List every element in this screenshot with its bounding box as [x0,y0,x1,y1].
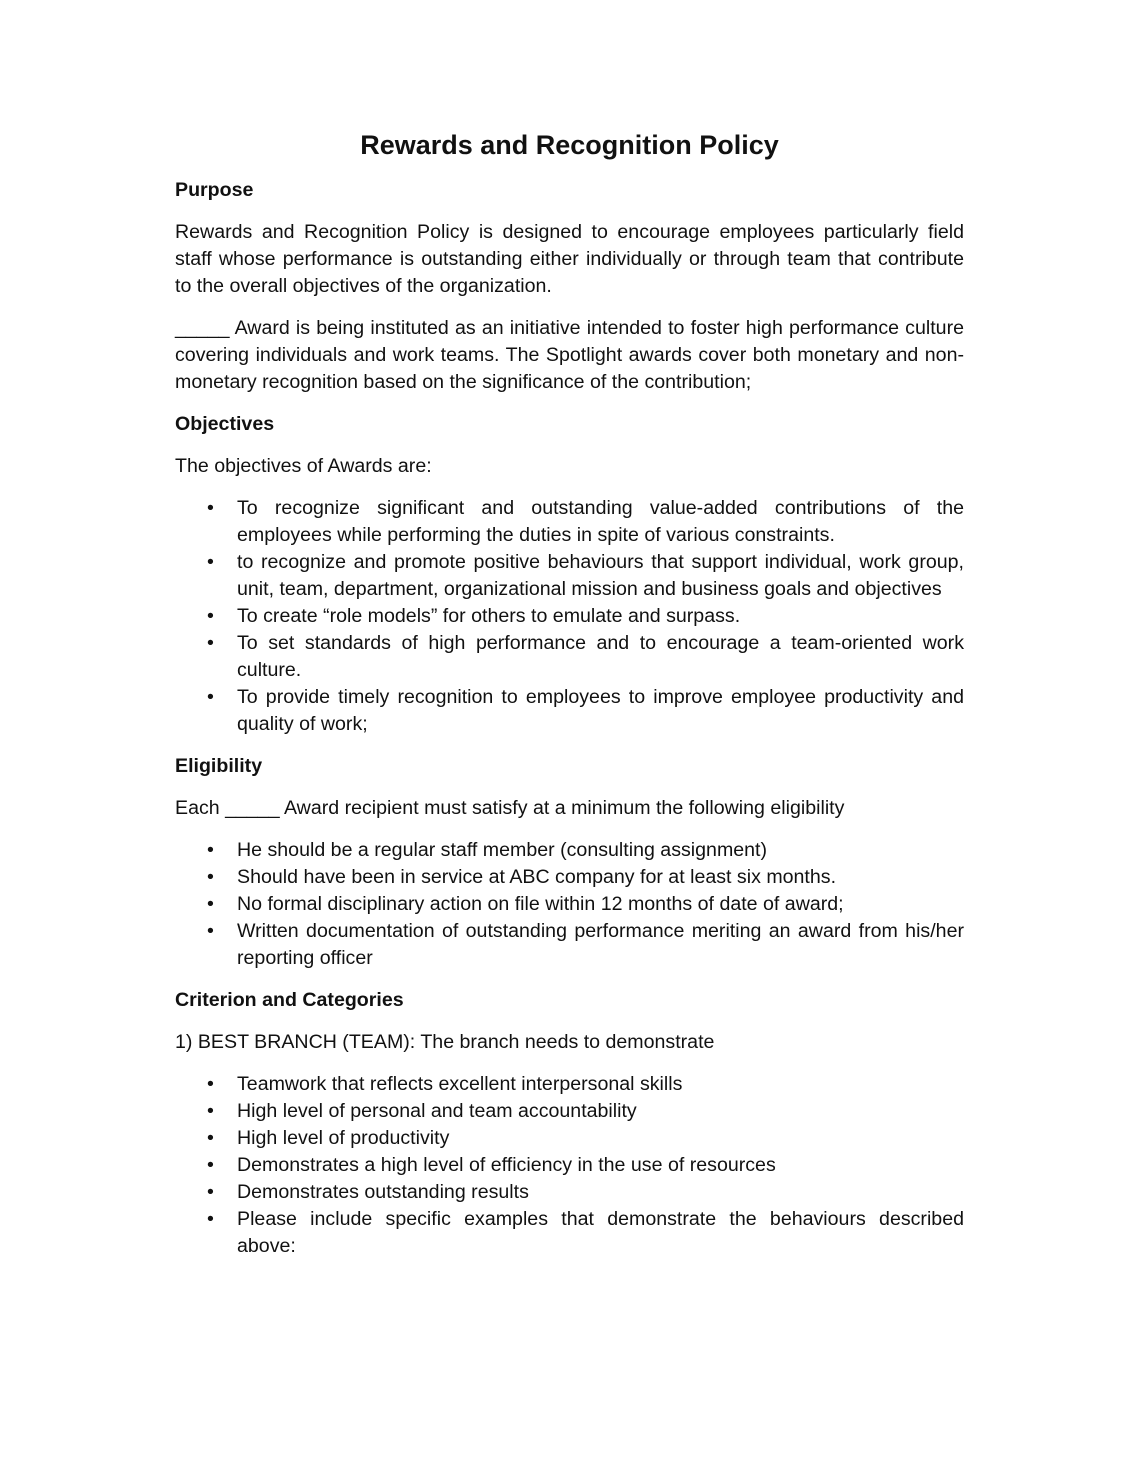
list-item-text: Teamwork that reflects excellent interpersonal skills [237,1073,683,1095]
list-item-text: To provide timely recognition to employees to improve employee productivity and quality of work; [237,686,964,735]
list-item-text: High level of personal and team accountability [237,1100,637,1122]
objectives-heading: Objectives [175,413,275,435]
criterion-intro: 1) BEST BRANCH (TEAM): The branch needs to demonstrate [175,1031,715,1053]
bullet-icon: • [207,551,214,573]
purpose-heading: Purpose [175,179,254,201]
bullet-icon: • [207,1154,214,1176]
bullet-icon: • [207,1181,214,1203]
list-item-text: Should have been in service at ABC company for at least six months. [237,866,837,888]
criterion-heading: Criterion and Categories [175,989,404,1011]
bullet-icon: • [207,1208,214,1230]
list-item [175,1206,964,1260]
list-item-text: To recognize significant and outstanding value-added contributions of the employees while performing the duties in spite of various constraints. [237,497,964,546]
bullet-icon: • [207,686,214,708]
eligibility-list [175,837,964,972]
list-item-text: No formal disciplinary action on file within 12 months of date of award; [237,893,844,915]
list-item [175,495,964,549]
purpose-paragraph: Rewards and Recognition Policy is designed to encourage employees particularly field staff whose performance is outstanding either individually or through team that contribute to the overall objectives of the organization. [175,221,964,297]
list-item-text: Please include specific examples that demonstrate the behaviours described above: [237,1208,964,1257]
list-item-text: High level of productivity [237,1127,450,1149]
bullet-icon: • [207,866,214,888]
document-page [175,127,964,1275]
list-item [175,1179,964,1206]
bullet-icon: • [207,1073,214,1095]
purpose-paragraph: _____ Award is being instituted as an initiative intended to foster high performance culture covering individuals and work teams. The Spotlight awards cover both monetary and non-monetary recognition based on the significance of the contribution; [175,317,964,393]
bullet-icon: • [207,497,214,519]
eligibility-intro: Each _____ Award recipient must satisfy at a minimum the following eligibility [175,797,845,819]
list-item [175,1071,964,1098]
bullet-icon: • [207,920,214,942]
objectives-list [175,495,964,738]
list-item [175,1152,964,1179]
criterion-list [175,1071,964,1260]
bullet-icon: • [207,632,214,654]
eligibility-heading: Eligibility [175,755,263,777]
bullet-icon: • [207,605,214,627]
list-item-text: He should be a regular staff member (consulting assignment) [237,839,768,861]
list-item-text: Written documentation of outstanding performance meriting an award from his/her reporting officer [237,920,964,969]
list-item-text: To set standards of high performance and to encourage a team-oriented work culture. [237,632,964,681]
list-item [175,684,964,738]
list-item [175,549,964,603]
list-item-text: Demonstrates a high level of efficiency in the use of resources [237,1154,776,1176]
list-item [175,1098,964,1125]
list-item [175,1125,964,1152]
list-item [175,891,964,918]
list-item-text: To create “role models” for others to emulate and surpass. [237,605,741,627]
list-item [175,864,964,891]
list-item-text: to recognize and promote positive behaviours that support individual, work group, unit, team, department, organizational mission and business goals and objectives [237,551,964,600]
list-item [175,603,964,630]
bullet-icon: • [207,839,214,861]
list-item [175,630,964,684]
list-item-text: Demonstrates outstanding results [237,1181,529,1203]
objectives-intro: The objectives of Awards are: [175,455,432,477]
bullet-icon: • [207,1100,214,1122]
bullet-icon: • [207,893,214,915]
list-item [175,918,964,972]
list-item [175,837,964,864]
document-title: Rewards and Recognition Policy [360,130,779,160]
bullet-icon: • [207,1127,214,1149]
